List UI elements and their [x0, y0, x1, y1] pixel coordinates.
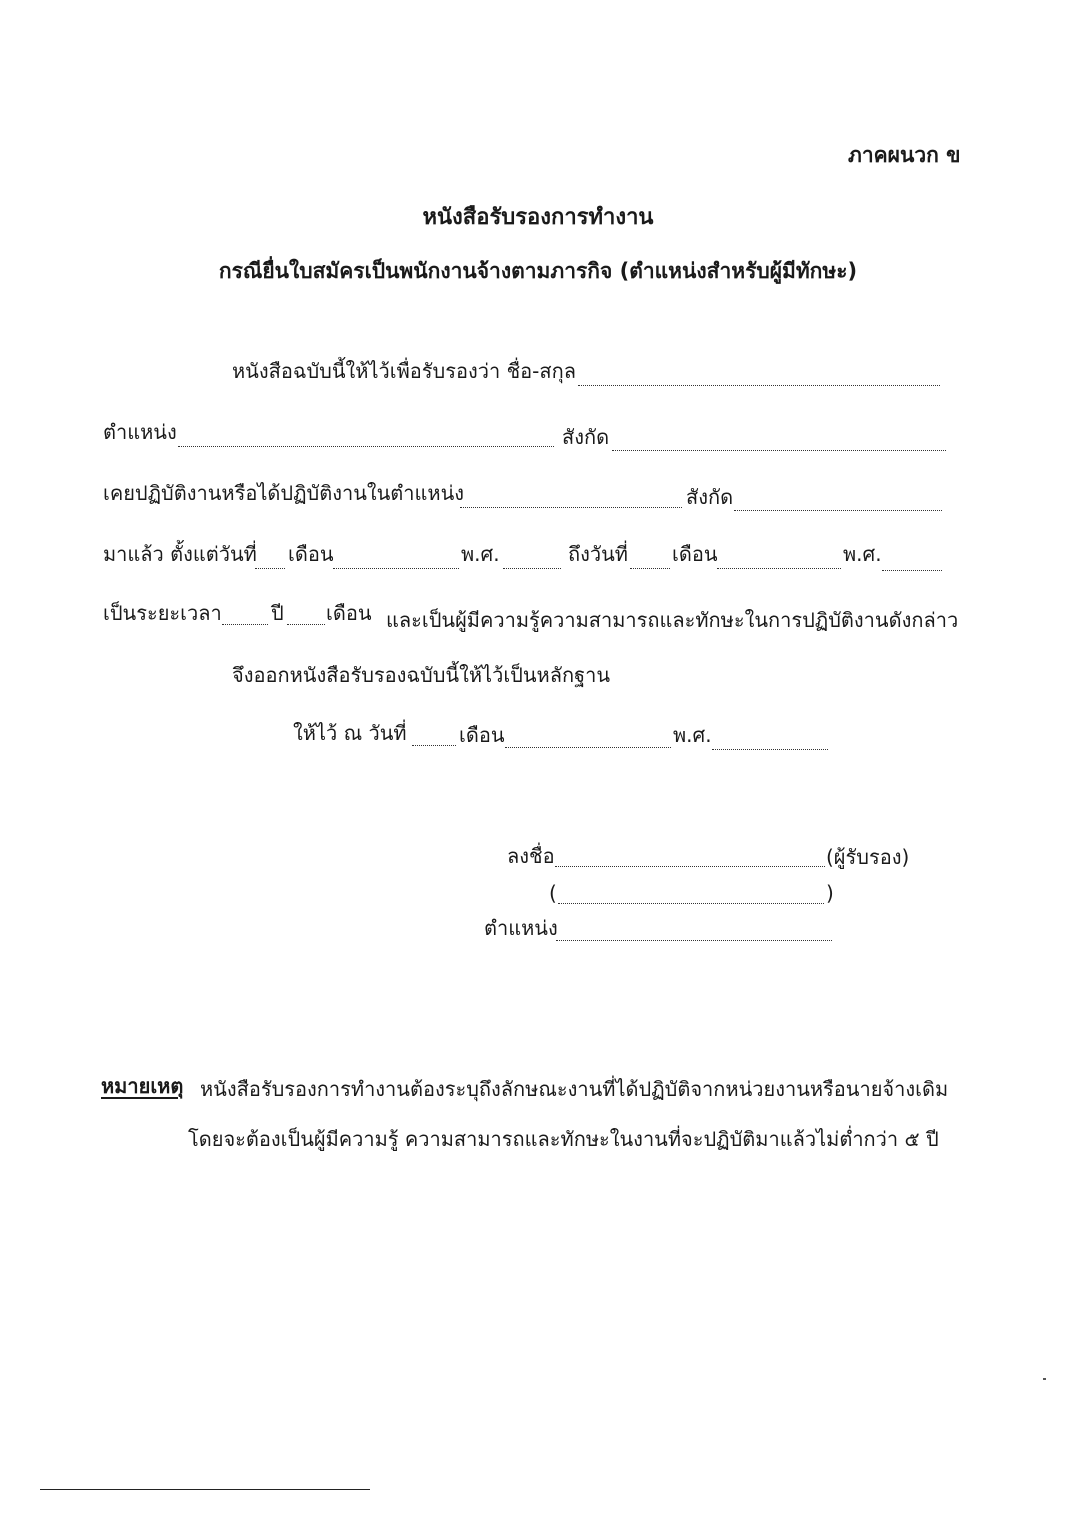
- signature-field[interactable]: [555, 866, 825, 867]
- end-year-label: พ.ศ.: [843, 542, 882, 566]
- certify-name-label: หนังสือฉบับนี้ให้ไว้เพื่อรับรองว่า ชื่อ-สกุล: [232, 359, 576, 383]
- signer-position-field[interactable]: [556, 940, 832, 941]
- position-label: ตำแหน่ง: [103, 420, 177, 444]
- since-date-label: มาแล้ว ตั้งแต่วันที่: [103, 542, 257, 566]
- competence-statement: และเป็นผู้มีความรู้ความสามารถและทักษะในการปฏิบัติงานดังกล่าว: [386, 608, 959, 632]
- position-field[interactable]: [178, 446, 554, 447]
- issue-year-field[interactable]: [712, 749, 828, 750]
- printed-name-field[interactable]: [558, 903, 824, 904]
- issuance-statement: จึงออกหนังสือรับรองฉบับนี้ให้ไว้เป็นหลักฐาน: [232, 663, 611, 687]
- issue-day-field[interactable]: [412, 745, 456, 746]
- signer-position-label: ตำแหน่ง: [484, 916, 558, 940]
- previous-position-label: เคยปฏิบัติงานหรือได้ปฏิบัติงานในตำแหน่ง: [103, 481, 465, 505]
- note-label: หมายเหตุ: [101, 1074, 184, 1098]
- close-paren: ): [826, 881, 834, 905]
- end-month-label: เดือน: [672, 542, 718, 566]
- start-month-label: เดือน: [288, 542, 334, 566]
- end-day-field[interactable]: [630, 568, 670, 569]
- document-subtitle: กรณียื่นใบสมัครเป็นพนักงานจ้างตามภารกิจ (ตำแหน่งสำหรับผู้มีทักษะ): [218, 259, 858, 283]
- start-month-field[interactable]: [333, 568, 459, 569]
- start-year-label: พ.ศ.: [461, 542, 500, 566]
- end-year-field[interactable]: [882, 570, 942, 571]
- scan-edge-line: [40, 1489, 370, 1490]
- duration-years-field[interactable]: [222, 624, 268, 625]
- end-month-field[interactable]: [717, 568, 841, 569]
- note-line-2: โดยจะต้องเป็นผู้มีความรู้ ความสามารถและทักษะในงานที่จะปฏิบัติมาแล้วไม่ต่ำกว่า ๕ ปี: [188, 1127, 939, 1151]
- duration-label: เป็นระยะเวลา: [103, 601, 222, 625]
- previous-affiliation-field[interactable]: [734, 510, 942, 511]
- note-line-1: หนังสือรับรองการทำงานต้องระบุถึงลักษณะงานที่ได้ปฏิบัติจากหน่วยงานหรือนายจ้างเดิม: [200, 1077, 949, 1101]
- start-year-field[interactable]: [503, 568, 561, 569]
- signature-label: ลงชื่อ: [507, 844, 555, 868]
- previous-affiliation-label: สังกัด: [686, 485, 734, 509]
- affiliation-field[interactable]: [612, 450, 946, 451]
- affiliation-label: สังกัด: [562, 425, 610, 449]
- duration-months-field[interactable]: [287, 624, 325, 625]
- certifier-label: (ผู้รับรอง): [826, 845, 910, 869]
- previous-position-field[interactable]: [460, 507, 682, 508]
- appendix-label: ภาคผนวก ข: [848, 143, 961, 167]
- scan-speck: [1043, 1378, 1046, 1380]
- issue-month-label: เดือน: [459, 723, 505, 747]
- years-label: ปี: [271, 601, 284, 625]
- name-field[interactable]: [578, 385, 940, 386]
- issue-date-label: ให้ไว้ ณ วันที่: [293, 721, 407, 745]
- issue-month-field[interactable]: [505, 747, 671, 748]
- months-label: เดือน: [326, 601, 372, 625]
- start-day-field[interactable]: [255, 568, 285, 569]
- open-paren: (: [549, 881, 557, 905]
- issue-year-label: พ.ศ.: [673, 723, 712, 747]
- document-title: หนังสือรับรองการทำงาน: [422, 205, 654, 230]
- end-date-label: ถึงวันที่: [568, 542, 628, 566]
